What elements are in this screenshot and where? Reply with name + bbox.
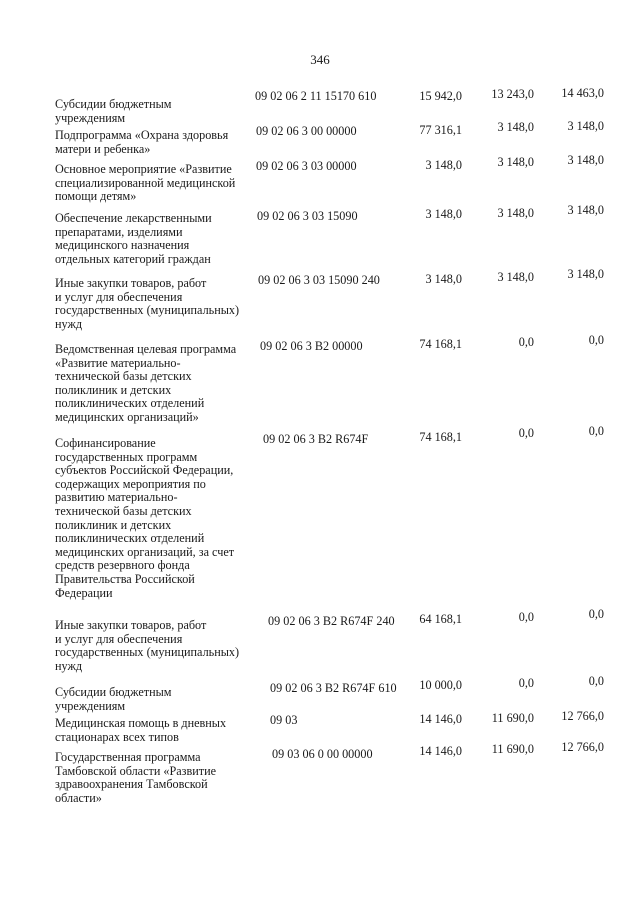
- row-value-2: 0,0: [518, 676, 534, 690]
- row-description: Иные закупки товаров, работ и услуг для обеспечения государственных (муниципальных) нужд: [55, 618, 240, 673]
- row-value-1: 3 148,0: [425, 272, 462, 286]
- row-value-1: 15 942,0: [419, 89, 462, 103]
- row-code: 09 02 06 3 В2 R674F 610: [270, 681, 397, 695]
- row-value-2: 0,0: [518, 426, 534, 440]
- row-value-1: 74 168,1: [419, 430, 462, 444]
- row-value-2: 3 148,0: [497, 120, 534, 134]
- row-value-2: 11 690,0: [491, 711, 534, 725]
- row-value-3: 0,0: [588, 424, 604, 438]
- row-value-1: 3 148,0: [425, 207, 462, 221]
- row-value-3: 0,0: [588, 333, 604, 347]
- row-code: 09 02 06 3 03 15090 240: [258, 273, 380, 287]
- row-value-3: 0,0: [588, 674, 604, 688]
- row-code: 09 02 06 2 11 15170 610: [255, 89, 377, 103]
- row-value-3: 0,0: [588, 607, 604, 621]
- row-value-2: 13 243,0: [491, 87, 534, 101]
- row-description: Субсидии бюджетным учреждениям: [55, 97, 172, 125]
- row-value-3: 3 148,0: [567, 119, 604, 133]
- row-description: Субсидии бюджетным учреждениям: [55, 685, 172, 713]
- row-description: Основное мероприятие «Развитие специализированной медицинской помощи детям»: [55, 162, 236, 204]
- row-value-2: 0,0: [518, 610, 534, 624]
- row-value-1: 64 168,1: [419, 612, 462, 626]
- page-number: 346: [310, 52, 330, 67]
- row-description: Медицинская помощь в дневных стационарах всех типов: [55, 716, 227, 744]
- row-value-3: 12 766,0: [561, 709, 604, 723]
- row-code: 09 02 06 3 В2 R674F 240: [268, 614, 395, 628]
- row-description: Подпрограмма «Охрана здоровья матери и ребенка»: [55, 128, 229, 156]
- row-value-1: 10 000,0: [419, 678, 462, 692]
- row-value-1: 3 148,0: [425, 158, 462, 172]
- row-value-3: 14 463,0: [561, 86, 604, 100]
- row-value-1: 77 316,1: [419, 123, 462, 137]
- row-description: Государственная программа Тамбовской области «Развитие здравоохранения Тамбовской области»: [55, 750, 217, 805]
- row-value-3: 3 148,0: [567, 267, 604, 281]
- row-value-3: 3 148,0: [567, 203, 604, 217]
- row-value-2: 0,0: [518, 335, 534, 349]
- row-code: 09 02 06 3 03 15090: [257, 209, 358, 223]
- row-value-2: 3 148,0: [497, 270, 534, 284]
- row-code: 09 02 06 3 00 00000: [256, 124, 357, 138]
- row-description: Ведомственная целевая программа «Развитие материально- технической базы детских поликлиник и детских поликлинических отделений медицинских организаций»: [55, 342, 237, 424]
- row-value-2: 3 148,0: [497, 155, 534, 169]
- row-code: 09 03: [270, 713, 298, 727]
- row-value-2: 3 148,0: [497, 206, 534, 220]
- row-value-3: 12 766,0: [561, 740, 604, 754]
- row-value-2: 11 690,0: [491, 742, 534, 756]
- row-description: Обеспечение лекарственными препаратами, изделиями медицинского назначения отдельных категорий граждан: [55, 211, 212, 266]
- row-code: 09 02 06 3 03 00000: [256, 159, 357, 173]
- row-code: 09 02 06 3 В2 00000: [260, 339, 363, 353]
- row-description: Софинансирование государственных программ субъектов Российской Федерации, содержащих мероприятия по развитию материально- технической базы детских поликлиник и детских поликлинических отделений медицинских организаций, за счет средств резервного фонда Правительства Российской Федерации: [55, 436, 235, 600]
- row-value-1: 14 146,0: [419, 712, 462, 726]
- row-code: 09 02 06 3 В2 R674F: [263, 432, 369, 446]
- row-value-1: 74 168,1: [419, 337, 462, 351]
- row-value-1: 14 146,0: [419, 744, 462, 758]
- row-code: 09 03 06 0 00 00000: [272, 747, 373, 761]
- row-description: Иные закупки товаров, работ и услуг для обеспечения государственных (муниципальных) нужд: [55, 276, 240, 331]
- row-value-3: 3 148,0: [567, 153, 604, 167]
